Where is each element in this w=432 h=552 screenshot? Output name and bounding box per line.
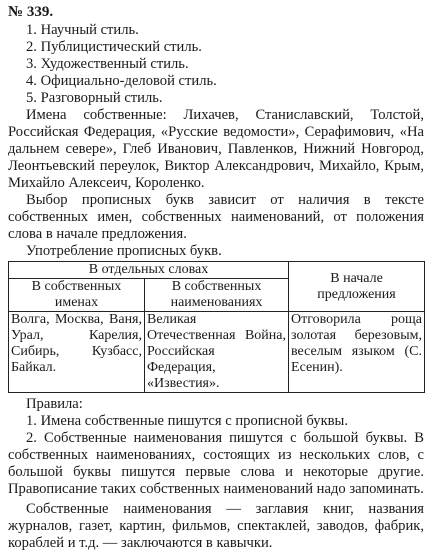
header-group-cell: В отдельных словах bbox=[9, 262, 289, 279]
table-caption: Употребление прописных букв. bbox=[26, 243, 222, 259]
list-item: 5. Разговорный стиль. bbox=[26, 90, 163, 106]
list-item: 1. Научный стиль. bbox=[26, 22, 139, 38]
list-item: 3. Художественный стиль. bbox=[26, 56, 189, 72]
table-row bbox=[9, 312, 425, 393]
rules-title: Правила: bbox=[26, 396, 83, 412]
header-sentence-cell: В начале предложения bbox=[289, 262, 425, 312]
exercise-number: № 339. bbox=[8, 4, 54, 20]
header-titles-cell: В собственных наименованиях bbox=[145, 279, 289, 312]
header-names-cell: В собственных именах bbox=[9, 279, 145, 312]
rule-1: 1. Имена собственные пишутся с прописной буквы. bbox=[26, 413, 349, 429]
list-item: 2. Публицистический стиль. bbox=[26, 39, 202, 55]
styles-list bbox=[8, 22, 424, 107]
capitals-table bbox=[8, 261, 425, 393]
cell-sentence: Отговорила роща золотая березовым, веселым языком (С. Есенин). bbox=[289, 312, 425, 393]
capitals-paragraph: Выбор прописных букв зависит от наличия в тексте собственных имен, собственных наименований, от положения слова в начале предложения. bbox=[8, 192, 424, 242]
proper-names-paragraph: Имена собственные: Лихачев, Станиславский, Толстой, Российская Федерация, «Русские ведомости», Серафимович, «На дальнем севере», Глеб Иванович, Павленков, Нижний Новгород, Леонтьевский переулок, Виктор Александрович, Михайло, Крым, Михайло Алексеич, Короленко. bbox=[8, 107, 424, 191]
cell-names: Волга, Москва, Ваня, Урал, Карелия, Сибирь, Кузбасс, Байкал. bbox=[9, 312, 145, 393]
table-row bbox=[9, 262, 425, 279]
list-item: 4. Официально-деловой стиль. bbox=[26, 73, 217, 89]
final-paragraph: Собственные наименования — заглавия книг, названия журналов, газет, картин, фильмов, спектаклей, заводов, фабрик, кораблей и т.д. — заключаются в кавычки. bbox=[8, 501, 424, 551]
cell-titles: Великая Отечественная Война, Российская Федерация, «Известия». bbox=[145, 312, 289, 393]
rule-2: 2. Собственные наименования пишутся с большой буквы. В собственных наименованиях, состоящих из нескольких слов, с большой буквы пишутся первые слова и некоторые другие. Правописание таких собственных наименований надо запоминать. bbox=[8, 430, 424, 497]
